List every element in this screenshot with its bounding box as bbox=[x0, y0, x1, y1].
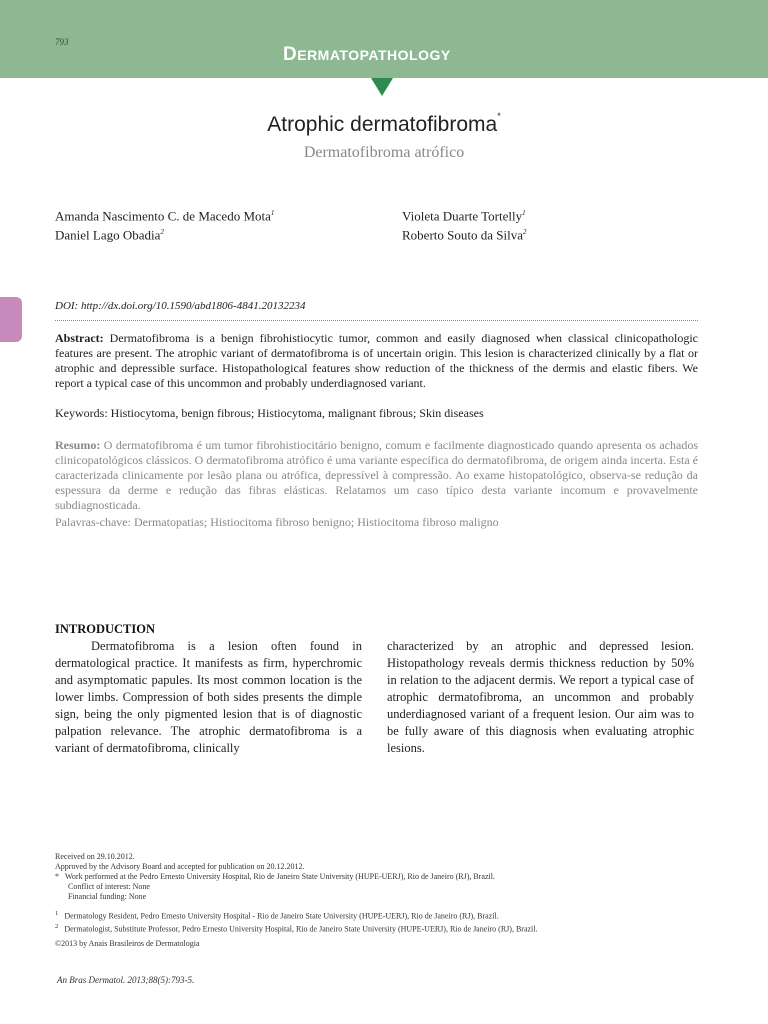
section-title-rest: ERMATOPATHOLOGY bbox=[297, 47, 451, 63]
resumo-text: O dermatofibroma é um tumor fibrohistiocitário benigno, comum e facilmente diagnosticado quando apresenta os achados clinicopatológicos clássicos. O dermatofibroma atrófico é uma variante específica do dermatofibroma, de origem ainda incerta. Esta é caracterizada clinicamente por lesão plana ou atrófica, depressível à compressão. Ao exame histopatológico, observa-se redução da espessura da derme e redução das fibras elásticas. Relatamos um caso típico desta variante incomum e provavelmente subdiagnosticada. bbox=[55, 438, 698, 512]
introduction-heading: INTRODUCTION bbox=[55, 622, 156, 636]
affiliation-mark: 1 bbox=[270, 209, 275, 217]
footnotes-dates bbox=[55, 852, 495, 902]
affiliation-2: $^2$ Dermatologist, Substitute Professor, Pedro Ernesto University Hospital, Rio de Janeiro State University (HUPE-UERJ), Rio de Janeiro (RJ), Brazil. bbox=[55, 922, 538, 934]
authors-left bbox=[55, 205, 274, 244]
journal-citation: An Bras Dermatol. 2013;88(5):793-5. bbox=[57, 975, 195, 985]
keywords: Keywords: Histiocytoma, benign fibrous; Histiocytoma, malignant fibrous; Skin diseases bbox=[55, 406, 484, 420]
abstract bbox=[55, 331, 698, 391]
affiliation-mark: 2 bbox=[522, 228, 527, 237]
author: Amanda Nascimento C. de Macedo Mota$^1$ bbox=[55, 208, 275, 224]
section-title-initial: D bbox=[283, 44, 298, 65]
section-header-band bbox=[0, 0, 768, 78]
funding-note: Financial funding: None bbox=[68, 892, 147, 901]
copyright: ©2013 by Anais Brasileiros de Dermatologia bbox=[55, 939, 200, 948]
approved-date: Approved by the Advisory Board and accepted for publication on 20.12.2012. bbox=[55, 862, 305, 871]
divider bbox=[55, 320, 698, 321]
author: Roberto Souto da Silva$^2$ bbox=[402, 227, 527, 243]
article-title bbox=[0, 113, 768, 137]
work-note: * Work performed at the Pedro Ernesto University Hospital, Rio de Janeiro State University (HUPE-UERJ), Rio de Janeiro (RJ), Brazil. bbox=[55, 872, 495, 881]
author: Daniel Lago Obadia$^2$ bbox=[55, 227, 164, 243]
introduction-column-right: characterized by an atrophic and depressed lesion. Histopathology reveals dermis thickness reduction by 50% in relation to the adjacent dermis. We report a typical case of atrophic dermatofibroma, an uncommon and probably underdiagnosed variant of a frequent lesion. Our aim was to be fully aware of this diagnosis when evaluating atrophic lesions. bbox=[387, 639, 694, 755]
affiliation-1: $^1$ Dermatology Resident, Pedro Ernesto University Hospital - Rio de Janeiro State University (HUPE-UERJ), Rio de Janeiro (RJ), Brazil. bbox=[55, 910, 499, 921]
affiliation-mark: 2 bbox=[160, 228, 164, 237]
side-tab-marker bbox=[0, 297, 22, 342]
resumo-label: Resumo: bbox=[55, 438, 101, 452]
introduction-column-left: Dermatofibroma is a lesion often found in dermatological practice. It manifests as firm, hyperchromic and asymptomatic papules. Its most common location is the lower limbs. Compression of both sides presents the dimple sign, being the only pigmented lesion that is of diagnostic palpation relevance. The atrophic dermatofibroma is a variant of dermatofibroma, clinically bbox=[55, 639, 362, 755]
doi-link[interactable]: DOI: http://dx.doi.org/10.1590/abd1806-4841.20132234 bbox=[55, 300, 306, 312]
section-title bbox=[283, 44, 451, 66]
article-subtitle: Dermatofibroma atrófico bbox=[303, 144, 465, 161]
article-title-text: Atrophic dermatofibroma bbox=[267, 113, 498, 136]
conflict-note: Conflict of interest: None bbox=[68, 882, 150, 891]
received-date: Received on 29.10.2012. bbox=[55, 852, 135, 861]
footnotes-affiliations bbox=[55, 909, 538, 934]
palavras-chave: Palavras-chave: Dermatopatias; Histiocitoma fibroso benigno; Histiocitoma fibroso maligno bbox=[55, 515, 499, 529]
resumo bbox=[55, 438, 698, 513]
down-arrow-icon bbox=[371, 78, 393, 96]
title-footnote-mark: * bbox=[497, 111, 501, 121]
abstract-label: Abstract: bbox=[55, 331, 104, 345]
affiliation-mark: 1 bbox=[522, 209, 526, 217]
page-number: 793 bbox=[55, 37, 69, 47]
abstract-text: Dermatofibroma is a benign fibrohistiocytic tumor, common and easily diagnosed when classical clinicopathologic features are present. The atrophic variant of dermatofibroma is of uncertain origin. This lesion is characterized clinically by a flat or atrophic and depressible surface. Histopathological features show reduction of the thickness of the dermis and elastic fibers. We report a typical case of this uncommon and probably underdiagnosed variant. bbox=[55, 331, 698, 390]
author: Violeta Duarte Tortelly$^1$ bbox=[402, 208, 526, 224]
authors-right bbox=[402, 205, 526, 244]
